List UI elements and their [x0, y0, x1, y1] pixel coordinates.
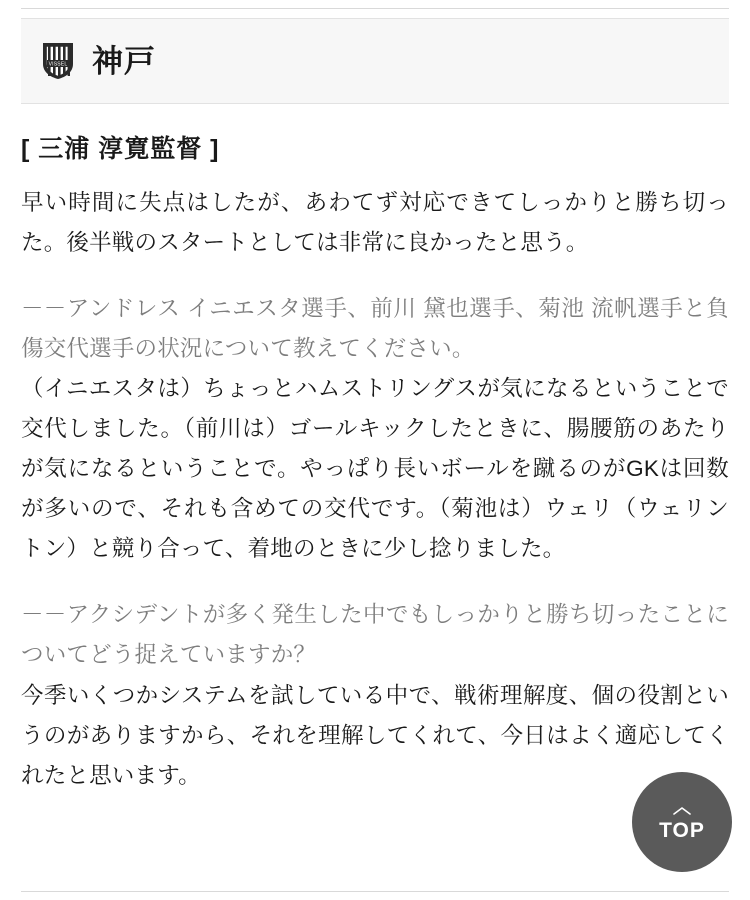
bottom-divider	[21, 891, 729, 892]
scroll-to-top-label: TOP	[659, 818, 705, 842]
answer-paragraph-2: （イニエスタは）ちょっとハムストリングスが気になるということで交代しました。（前川は）ゴールキックしたときに、腸腰筋のあたりが気になるということで。やっぱり長いボールを蹴るのがGKは回数が多いので、それも含めての交代です。（菊池は）ウェリ（ウェリントン）と競り合って、着地のときに少し捻りました。	[21, 376, 729, 562]
question-paragraph-2: －－アクシデントが多く発生した中でもしっかりと勝ち切ったことについてどう捉えていますか？	[21, 602, 729, 668]
article-body	[21, 132, 729, 796]
team-name: 神戸	[92, 43, 156, 79]
chevron-up-icon	[673, 804, 691, 814]
answer-paragraph-1: 早い時間に失点はしたが、あわてず対応できてしっかりと勝ち切った。後半戦のスタートとしては非常に良かったと思う。	[21, 190, 729, 256]
answer-paragraph-3: 今季いくつかシステムを試している中で、戦術理解度、個の役割というのがありますから、それを理解してくれて、今日はよく適応してくれたと思います。	[21, 682, 729, 788]
scroll-to-top-button[interactable]	[632, 772, 732, 872]
question-paragraph-1: －－アンドレス イニエスタ選手、前川 黛也選手、菊池 流帆選手と負傷交代選手の状況について教えてください。	[21, 296, 729, 362]
club-crest-icon	[42, 42, 74, 80]
svg-text:VISSEL: VISSEL	[48, 61, 68, 68]
paragraph-gap	[21, 569, 729, 595]
coach-heading: [ 三浦 淳寛監督 ]	[21, 135, 220, 163]
team-header	[21, 18, 729, 104]
paragraph-gap	[21, 263, 729, 289]
top-divider	[21, 8, 729, 9]
